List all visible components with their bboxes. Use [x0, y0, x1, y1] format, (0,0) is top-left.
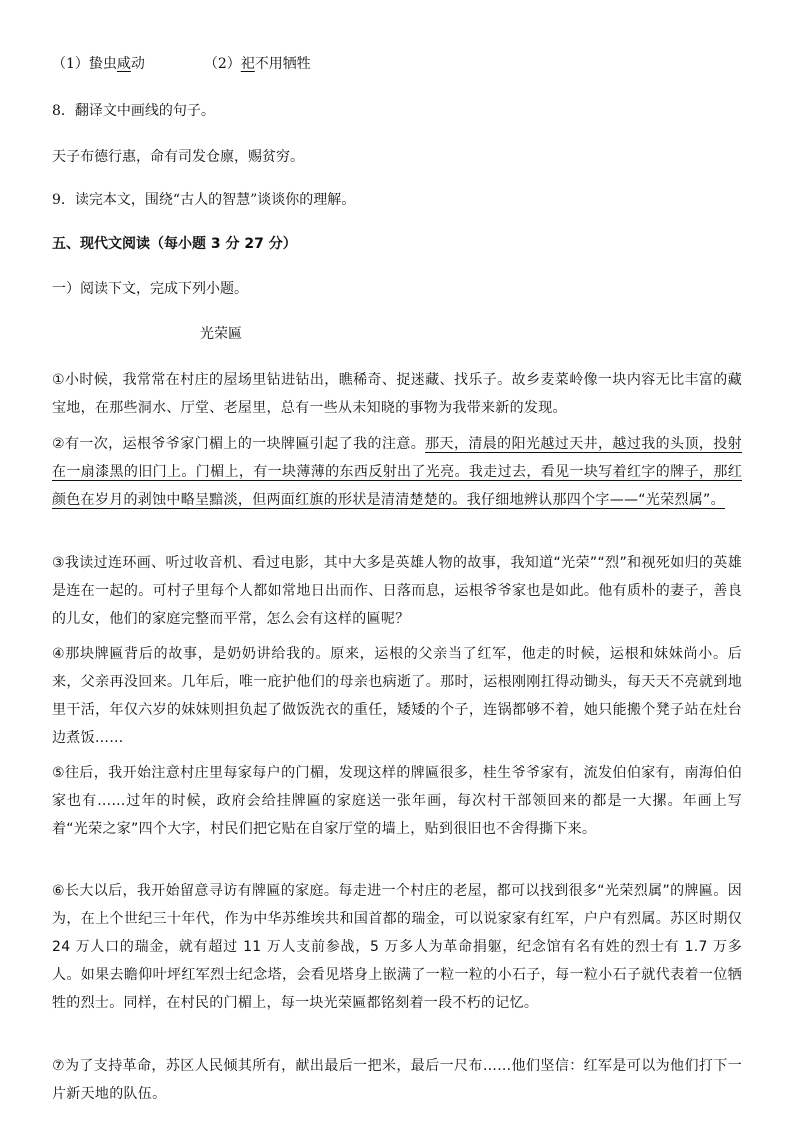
q7-item-2-text: （2）: [203, 56, 241, 72]
q7-item-2: [204, 53, 311, 75]
paragraph-1-text: ①小时候，我常常在村庄的屋场里钻进钻出，瞧稀奇、捉迷藏、找乐子。故乡麦菜岭像一块内容无比丰富的藏宝地，在那些洞水、厅堂、老屋里，总有一些从未知晓的事物为我带来新的发现。: [52, 372, 742, 416]
article-title: 光荣匾: [200, 326, 242, 342]
q7-item-2-underlined-word: 祀: [240, 56, 255, 72]
paragraph-6-text: ⑥长大以后，我开始留意寻访有牌匾的家庭。每走进一个村庄的老屋，都可以找到很多“光荣烈属”的牌匾。因为，在上个世纪三十年代，作为中华苏维埃共和国首都的瑞金，可以说家家有红军，户户有烈属。苏区时期仅 24 万人口的瑞金，就有超过 11 万人支前参战，5 万多人为革命捐躯，纪念馆有名有姓的烈士有 1.7 万多人。如果去瞻仰叶坪红军烈士纪念塔，会看见塔身上嵌满了一粒一粒的小石子，每一粒小石子就代表着一位牺牲的烈士。同样，在村民的门楣上，每一块光荣匾都铭刻着一段不朽的记忆。: [52, 883, 742, 1011]
q7-item-1-underlined-word: 咸: [116, 56, 131, 72]
paragraph-4-text: ④那块牌匾背后的故事，是奶奶讲给我的。原来，运根的父亲当了红军，他走的时候，运根和妹妹尚小。后来，父亲再没回来。几年后，唯一庇护他们的母亲也病逝了。那时，运根刚刚扛得动锄头，每天天不亮就到地里干活，年仅六岁的妹妹则担负起了做饭洗衣的重任，矮矮的个子，连锅都够不着，她只能搬个凳子站在灶台边煮饭……: [52, 646, 742, 746]
paragraph-5: [52, 759, 742, 843]
q7-item-2-tail: 不用牺牲: [254, 56, 311, 72]
q7-item-1: [52, 53, 145, 75]
paragraph-3: [52, 549, 742, 633]
paragraph-7-text: ⑦为了支持革命，苏区人民倾其所有，献出最后一把米，最后一尺布……他们坚信：红军是可以为他们打下一片新天地的队伍。: [52, 1058, 742, 1102]
section-5-subheading: 一）阅读下文，完成下列小题。: [52, 281, 248, 297]
paragraph-5-text: ⑤往后，我开始注意村庄里每家每户的门楣，发现这样的牌匾很多，桂生爷爷家有，流发伯伯家有，南海伯伯家也有……过年的时候，政府会给挂牌匾的家庭送一张年画，每次村干部领回来的都是一大摞。年画上写着“光荣之家”四个大字，村民们把它贴在自家厅堂的墙上，贴到很旧也不舍得撕下来。: [52, 765, 742, 837]
question-7-items: [52, 53, 311, 75]
question-8-prompt: 8．翻译文中画线的句子。: [52, 103, 215, 119]
q7-item-1-text: （1）蛰虫: [52, 56, 117, 72]
paragraph-2: [52, 430, 742, 514]
question-9-prompt: 9．读完本文，围绕“古人的智慧”谈谈你的理解。: [52, 192, 356, 208]
paragraph-7: [52, 1052, 742, 1108]
paragraph-6: [52, 877, 742, 1017]
section-5-heading: 五、现代文阅读（每小题 3 分 27 分）: [52, 236, 297, 252]
paragraph-2-underlined-sentence: 那天，清晨的阳光越过天井，越过我的头顶，投射在一扇漆黑的旧门上。门楣上，有一块薄薄的东西反射出了光亮。我走过去，看见一块写着红字的牌子，那红颜色在岁月的剥蚀中略呈黯淡，但两面红旗的形状是清清楚楚的。我仔细地辨认那四个字——“光荣烈属”。: [52, 436, 742, 508]
paragraph-2-plain: ②有一次，运根爷爷家门楣上的一块牌匾引起了我的注意。: [52, 436, 426, 452]
paragraph-4: [52, 640, 742, 752]
paragraph-3-text: ③我读过连环画、听过收音机、看过电影，其中大多是英雄人物的故事，我知道“光荣”“烈”和视死如归的英雄是连在一起的。可村子里每个人都如常地日出而作、日落而息，运根爷爷家也是如此。他有质朴的妻子，善良的儿女，他们的家庭完整而平常，怎么会有这样的匾呢？: [52, 555, 742, 627]
paragraph-1: [52, 366, 742, 422]
question-8-sentence: 天子布德行惠，命有司发仓廪，赐贫穷。: [52, 149, 304, 165]
q7-item-1-tail: 动: [130, 56, 145, 72]
